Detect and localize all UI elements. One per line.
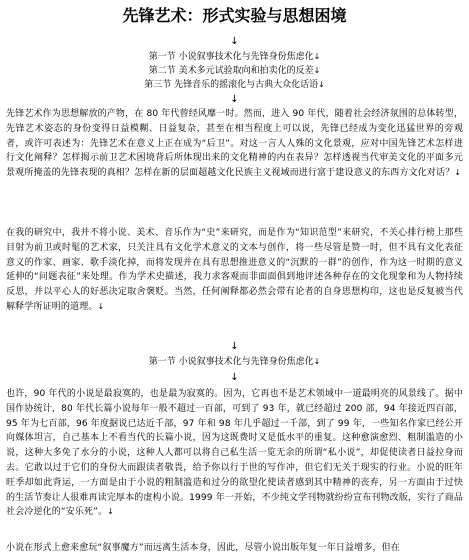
document-title: 先锋艺术：形式实验与思想困境 bbox=[122, 6, 347, 25]
return-mark: ↓ bbox=[230, 341, 239, 352]
toc-item-1: 第一节 小说叙事技术化与先锋身份焦虑化↓ bbox=[148, 52, 321, 62]
return-mark: ↓ bbox=[230, 36, 239, 47]
toc-item-2: 第二节 美术多元试验取向和拍卖化的反差↓ bbox=[148, 66, 321, 76]
toc-item-3: 第三节 先锋音乐的摇滚化与古典大众化话语↓ bbox=[144, 80, 325, 90]
paragraph-1: 先锋艺术作为思想解放的产物，在 80 年代曾经风靡一时。然而，进入 90 年代，随着社会经济氛围的总体转型，先锋艺术姿态的身份变得日益模糊、日益复杂，甚至在相当程度上可以说，先锋已经成为变化迅猛世界的旁观者，或许可表述为：先锋艺术在意义上正在成为“后卫”。对这一言人人殊的文化景观，应对中国先锋艺术怎样进行文化阐释？怎样揭示前卫艺术困境背后所体现出来的文化精神的内在表异？怎样透视当代审美文化的平面多元景观所掩盖的先锋表现的真相？怎样在新的层面超越文化民族主义视域而进行富于建设意义的东西方文化对话？↓ bbox=[6, 109, 463, 179]
return-mark: ↓ bbox=[230, 372, 239, 383]
section-heading: 第一节 小说叙事技术化与先锋身份焦虑化↓ bbox=[148, 357, 321, 367]
paragraph-3: 也许，90 年代的小说是最寂寞的，也是最为寂寞的。因为，它再也不是艺术领域中一道最明亮的风景线了。据中国作协统计，80 年代长篇小说每年一般不超过一百部，可到了 93 年，就已经超过 200 部，94 年接近四百部，95 年为七百部，96 年度据说已达近千部，97 年和 98 年几乎超过一千部，到了 99 年，一些知名作家已经公开向媒体坦言，自己基本上不看当代的长篇小说，因为这既费时又是低水平的重复。这种愈演愈烈、粗制滥造的小说，这种大多免了水分的小说，这种人人都可以将自己私生活一览无余的所谓“私小说”，却促使读者日益拉身而去。它敢以过于它们的身份大而跟读者敬畏，给予你以行于世的写作冲，但它们无关于现实的行业。小说的旺年旺季却如此背运，一方面是由于小说的粗制滥造和过分的欲望化使读者感到其中精神的丧弃，另一方面由于过快的生活节奏让人很难再读完厚本的虚构小说。1999 年一开始，不少纯文学刊物就纷纷宣布刊物改版，实行了商品社会冷逆化的“安乐死”。↓ bbox=[6, 389, 463, 518]
return-mark: ↓ bbox=[230, 94, 239, 105]
paragraph-4: 小说在形式上愈来愈玩“叙事魔方”而远离生活本身，因此，尽管小说出版年复一年日益增多，但在 bbox=[6, 543, 400, 553]
paragraph-2: 在我的研究中，我并不将小说、美术、音乐作为“史”来研究，而是作为“知识范型”来研究，不关心排行榜上那些目射为前卫或时髦的艺术家，只关注具有文化学术意义的文本与创作，将一些尽管是赞一时，但不具有文化表征意义的作家、画家、歌手淡化掉，而将发现并在具有思想推进意义的“沉默的一群”的创作，作为这一时期的意义延伸的“问题表征”来处理。作为学术史描述，我力求客观而非面面俱到地评述各种存在的文化现象和为人物持续反思，并以平心人的好恶决定取舍褒贬。当然，任何阐释都必然会带有论者的自身思想构印，这也是反复被当代解释学所证明的道理。↓ bbox=[6, 228, 463, 312]
